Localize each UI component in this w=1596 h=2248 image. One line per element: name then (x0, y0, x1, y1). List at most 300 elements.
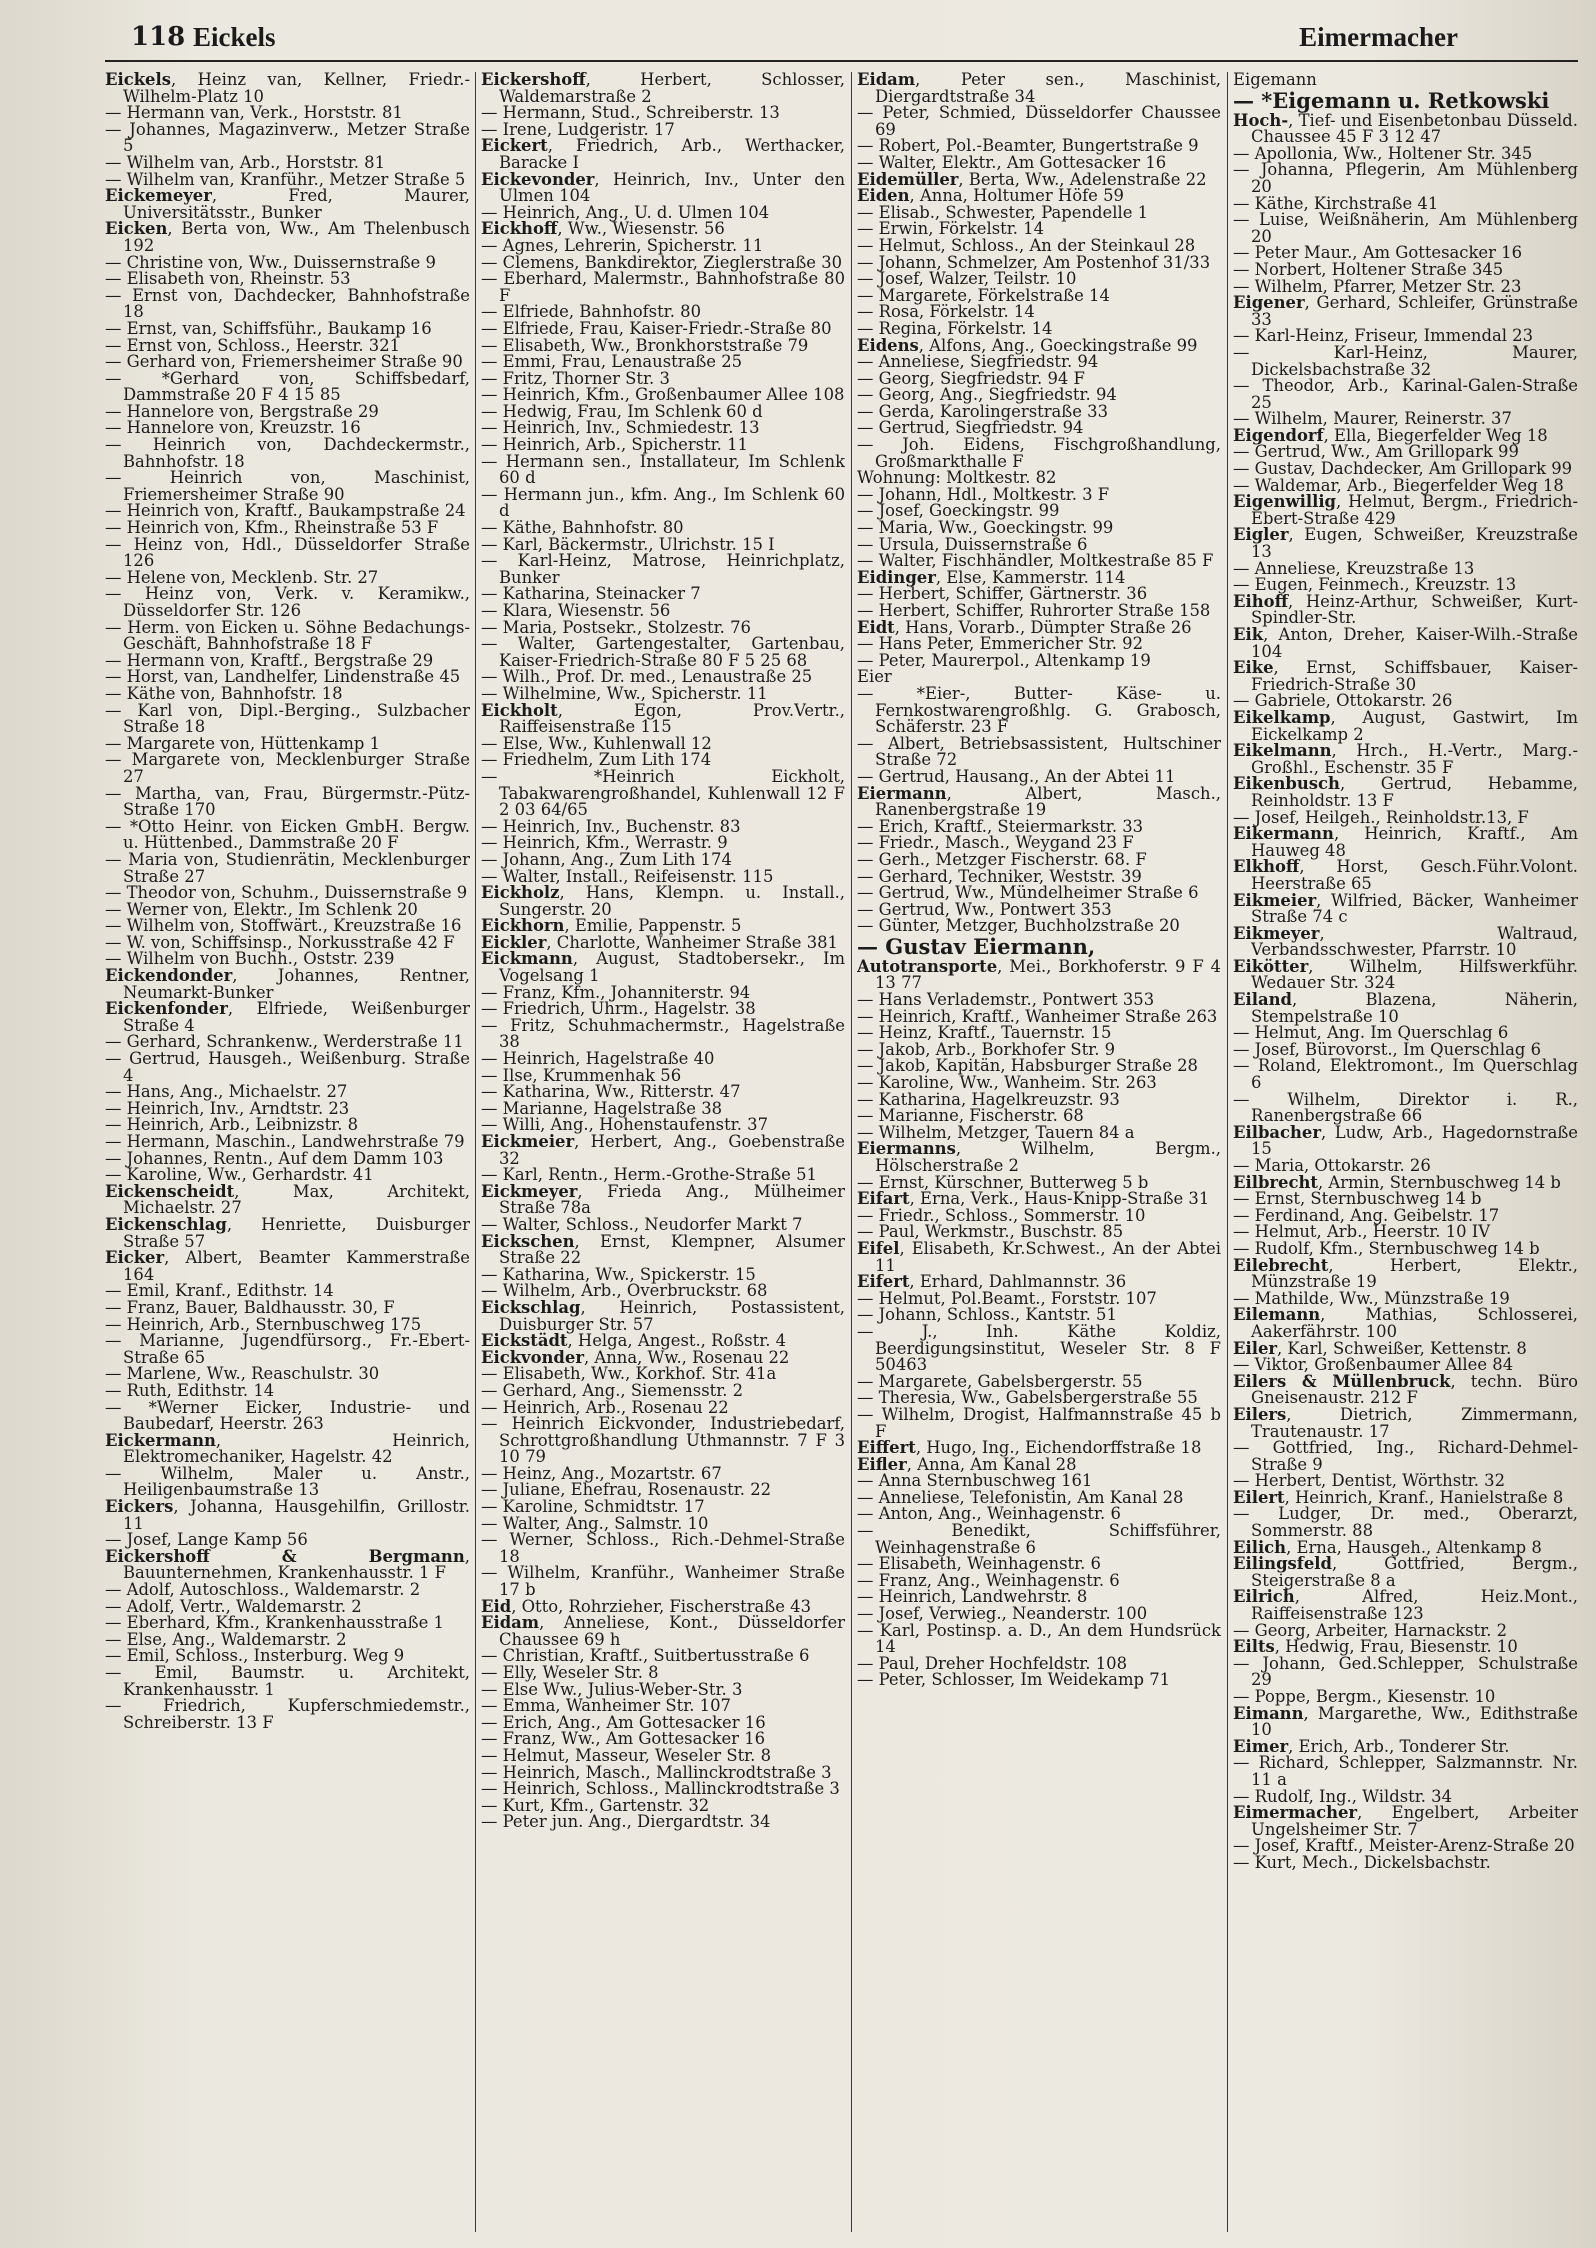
entry-headword: Eickschlag (481, 1297, 581, 1317)
directory-entry: — Walter, Elektr., Am Gottesacker 16 (857, 152, 1167, 172)
directory-entry: Eidinger, Else, Kammerstr. 114 (857, 567, 1126, 587)
directory-entry: — Agnes, Lehrerin, Spicherstr. 11 (481, 235, 764, 255)
page-number: 118 (131, 22, 186, 52)
directory-entry: — Ferdinand, Ang. Geibelstr. 17 (1233, 1205, 1500, 1225)
entry-headword: Eifel (857, 1238, 900, 1258)
directory-entry: — Karl, Postinsp. a. D., An dem Hundsrück 14 (857, 1620, 1221, 1657)
directory-entry: — Käthe von, Bahnhofstr. 18 (105, 683, 343, 703)
directory-entry: — Wilhelm, Kranführ., Wanheimer Straße 17 b (481, 1563, 845, 1600)
directory-entry: — Helmut, Ang. Im Querschlag 6 (1233, 1023, 1509, 1043)
directory-entry: Elkhoff, Horst, Gesch.Führ.Volont. Heerstraße 65 (1233, 857, 1578, 893)
directory-entry: — Hermann von, Kraftf., Bergstraße 29 (105, 650, 434, 670)
directory-entry: Eickert, Friedrich, Arb., Werthacker, Baracke I (481, 136, 845, 172)
directory-entry: — Elisabeth, Weinhagenstr. 6 (857, 1554, 1101, 1574)
directory-entry: — Johann, Hdl., Moltkestr. 3 F (857, 484, 1110, 504)
entry-headword: Eikermann (1233, 824, 1334, 844)
directory-entry: Eickermann, Heinrich, Elektromechaniker, Hagelstr. 42 (105, 1430, 470, 1467)
directory-entry: — Anneliese, Kreuzstraße 13 (1233, 558, 1475, 578)
directory-entry: Eickershoff, Herbert, Schlosser, Waldemarstraße 2 (481, 72, 845, 106)
directory-entry: — Regina, Förkelstr. 14 (857, 318, 1053, 338)
directory-entry: — Poppe, Bergm., Kiesenstr. 10 (1233, 1687, 1496, 1706)
directory-entry: — Heinrich, Kraftf., Wanheimer Straße 263 (857, 1006, 1218, 1026)
entry-headword: Autotransporte (857, 956, 998, 976)
directory-entry: — Ilse, Krummenhak 56 (481, 1065, 682, 1085)
directory-entry: — Gertrud, Ww., Am Grillopark 99 (1233, 442, 1519, 462)
entry-headword: Eilich (1233, 1537, 1287, 1557)
directory-entry: — Juliane, Ehefrau, Rosenaustr. 22 (481, 1480, 772, 1500)
directory-entry: — Roland, Elektromont., Im Querschlag 6 (1233, 1056, 1578, 1093)
directory-entry: — Albert, Betriebsassistent, Hultschiner Straße 72 (857, 733, 1221, 770)
directory-entry: Eickendonder, Johannes, Rentner, Neumarkt-Bunker (105, 966, 470, 1002)
entry-headword: Eickstädt (481, 1331, 568, 1351)
directory-entry: — Fritz, Schuhmachermstr., Hagelstraße 38 (481, 1015, 845, 1052)
entry-headword: Eickemeyer (105, 186, 212, 206)
directory-entry: Eickershoff & Bergmann, Bauunternehmen, Krankenhausstr. 1 F (105, 1546, 470, 1583)
directory-entry: — Werner, Schloss., Rich.-Dehmel-Straße 18 (481, 1530, 845, 1566)
directory-entry: — Maria, Ottokarstr. 26 (1233, 1156, 1431, 1175)
column-divider (1227, 72, 1228, 2232)
directory-entry: Eickmeyer, Frieda Ang., Mülheimer Straße 78a (481, 1181, 845, 1218)
entry-headword: Eikmeyer (1233, 923, 1320, 943)
directory-entry: — Hermann, Maschin., Landwehrstraße 79 (105, 1132, 465, 1151)
directory-entry: Eikelkamp, August, Gastwirt, Im Eickelkamp 2 (1233, 707, 1578, 744)
directory-entry: Eickevonder, Heinrich, Inv., Unter den Ulmen 104 (481, 169, 845, 206)
directory-entry: Eidam, Peter sen., Maschinist, Diergardtstraße 34 (857, 72, 1221, 106)
entry-headword: Eicker (105, 1248, 165, 1268)
directory-entry: Eilers, Dietrich, Zimmermann, Trautenaustr. 17 (1233, 1404, 1578, 1441)
directory-entry: Eickholt, Egon, Prov.Vertr., Raiffeisenstraße 115 (481, 700, 845, 737)
entry-headword: Eihoff (1233, 591, 1289, 611)
entry-headword: Eickmeier (481, 1132, 575, 1151)
directory-entry: Eiland, Blazena, Näherin, Stempelstraße 10 (1233, 990, 1578, 1026)
directory-entry: — Hans Peter, Emmericher Str. 92 (857, 634, 1144, 654)
directory-entry: — Walter, Ang., Salmstr. 10 (481, 1513, 709, 1533)
entry-headword: Eidt (857, 617, 895, 637)
directory-entry: — Wilhelm van, Arb., Horststr. 81 (105, 152, 386, 172)
entry-headword: Eicken (105, 219, 168, 239)
directory-entry: Eiffert, Hugo, Ing., Eichendorffstraße 18 (857, 1438, 1202, 1458)
directory-entry: — W. von, Schiffsinsp., Norkusstraße 42 F (105, 932, 455, 952)
directory-entry: — Hannelore von, Bergstraße 29 (105, 401, 379, 421)
directory-entry: Eilebrecht, Herbert, Elektr., Münzstraße 19 (1233, 1255, 1578, 1292)
directory-entry: Eifel, Elisabeth, Kr.Schwest., An der Abtei 11 (857, 1238, 1221, 1275)
directory-entry: — Klara, Wiesenstr. 56 (481, 601, 671, 620)
directory-entry: Eikelmann, Hrch., H.-Vertr., Marg.-Großhl., Eschenstr. 35 F (1233, 741, 1578, 777)
directory-entry: — Elfriede, Bahnhofstr. 80 (481, 302, 701, 322)
directory-entry: — Walter, Install., Reifeisenstr. 115 (481, 866, 774, 886)
directory-entry: — Erich, Kraftf., Steiermarkstr. 33 (857, 816, 1144, 836)
directory-entry: — Ernst, van, Schiffsführ., Baukamp 16 (105, 318, 432, 338)
directory-entry: — Heinrich, Inv., Arndtstr. 23 (105, 1098, 350, 1118)
directory-entry: — Franz, Ww., Am Gottesacker 16 (481, 1729, 766, 1749)
directory-entry: — Gerhard, Techniker, Weststr. 39 (857, 866, 1142, 886)
directory-entry: Eimer, Erich, Arb., Tonderer Str. (1233, 1736, 1510, 1756)
directory-entry: — Josef, Verwieg., Neanderstr. 100 (857, 1604, 1148, 1624)
entry-headword: Eickschen (481, 1231, 575, 1251)
directory-entry: — Heinrich, Schloss., Mallinckrodtstraße 3 (481, 1779, 840, 1799)
directory-entry: Eilbacher, Ludw, Arb., Hagedornstraße 15 (1233, 1122, 1578, 1159)
directory-entry: — Hans, Ang., Michaelstr. 27 (105, 1082, 348, 1102)
directory-entry: Eigendorf, Ella, Biegerfelder Weg 18 (1233, 425, 1548, 445)
directory-entry: — Theresia, Ww., Gabelsbergerstraße 55 (857, 1388, 1198, 1408)
directory-entry: Eickemeyer, Fred, Maurer, Universitätsstr., Bunker (105, 186, 470, 222)
directory-entry: — Jakob, Kapitän, Habsburger Straße 28 (857, 1056, 1198, 1076)
entry-headword: Eickholt (481, 700, 558, 720)
directory-entry: — Erwin, Förkelstr. 14 (857, 219, 1045, 239)
directory-entry: — Adolf, Vertr., Waldemarstr. 2 (105, 1596, 362, 1616)
directory-entry: — Heinrich, Hagelstraße 40 (481, 1049, 715, 1069)
directory-entry: — Clemens, Bankdirektor, Zieglerstraße 30 (481, 252, 843, 272)
directory-entry: — Walter, Schloss., Neudorfer Markt 7 (481, 1214, 803, 1234)
directory-entry: — Horst, van, Landhelfer, Lindenstraße 45 (105, 667, 461, 687)
directory-entry: — Hermann jun., kfm. Ang., Im Schlenk 60 d (481, 484, 845, 521)
directory-entry: — Heinrich von, Dachdeckermstr., Bahnhofstr. 18 (105, 435, 470, 471)
directory-entry: — Heinrich, Arb., Sternbuschweg 175 (105, 1314, 422, 1334)
directory-entry: — Wilhelm, Maurer, Reinerstr. 37 (1233, 409, 1512, 429)
entry-headword: Eilingsfeld (1233, 1554, 1332, 1574)
directory-entry: — *Eigemann u. Retkowski (1233, 87, 1550, 113)
directory-entry: — Heinrich Eickvonder, Industriebedarf, Schrottgroßhandlung Uthmannstr. 7 F 3 10 79 (481, 1414, 845, 1467)
entry-headword: Eikelkamp (1233, 707, 1331, 727)
directory-entry: — Viktor, Großenbaumer Allee 84 (1233, 1355, 1514, 1375)
directory-entry: — Karl, Bäckermstr., Ulrichstr. 15 I (481, 534, 775, 554)
directory-entry: Eickholz, Hans, Klempn. u. Install., Sungerstr. 20 (481, 883, 845, 919)
entry-headword: Eikenbusch (1233, 774, 1340, 794)
directory-entry: — Benedikt, Schiffsführer, Weinhagenstraße 6 (857, 1521, 1221, 1557)
directory-entry: — Josef, Goeckingstr. 99 (857, 501, 1060, 521)
entry-headword: Eilrich (1233, 1587, 1295, 1607)
directory-entry: — Friedr., Masch., Weygand 23 F (857, 833, 1134, 853)
directory-entry: — Heinrich von, Kfm., Rheinstraße 53 F (105, 518, 439, 538)
directory-entry: — *Heinrich Eickholt, Tabakwarengroßhandel, Kuhlenwall 12 F 2 03 64/65 (481, 766, 845, 820)
directory-entry: — Erich, Ang., Am Gottesacker 16 (481, 1712, 766, 1732)
directory-entry: Eilts, Hedwig, Frau, Biesenstr. 10 (1233, 1637, 1518, 1657)
entry-headword: Eickhoff (481, 219, 558, 239)
column-3 (857, 72, 1221, 2232)
directory-entry: Eik, Anton, Dreher, Kaiser-Wilh.-Straße 104 (1233, 625, 1578, 661)
directory-entry: Eimann, Margarethe, Ww., Edithstraße 10 (1233, 1703, 1578, 1740)
directory-entry: — Wilhelm von, Stoffwärt., Kreuzstraße 16 (105, 916, 462, 936)
entry-headword: Eiermanns (857, 1139, 956, 1159)
directory-entry: — Elisabeth, Ww., Bronkhorststraße 79 (481, 335, 809, 355)
directory-entry: — Georg, Siegfriedstr. 94 F (857, 368, 1085, 388)
entry-headword: Eimer (1233, 1736, 1289, 1756)
directory-entry: — *Eier-, Butter- Käse- u. Fernkostwarengroßhlg. G. Grabosch, Schäferstr. 23 F (857, 683, 1221, 737)
directory-entry: — Elisabeth, Ww., Korkhof. Str. 41a (481, 1364, 777, 1384)
directory-entry: Eickenscheidt, Max, Architekt, Michaelstr. 27 (105, 1181, 470, 1218)
column-divider (475, 72, 476, 2232)
directory-entry: Eilrich, Alfred, Heiz.Mont., Raiffeisenstraße 123 (1233, 1587, 1578, 1624)
directory-entry: — Katharina, Steinacker 7 (481, 584, 701, 604)
entry-headword: Eimann (1233, 1703, 1304, 1723)
entry-headword: Eifler (857, 1454, 907, 1474)
directory-entry: — Friedhelm, Zum Lith 174 (481, 750, 712, 770)
entry-headword: Eilers (1233, 1404, 1287, 1424)
directory-entry: Eickschen, Ernst, Klempner, Alsumer Straße 22 (481, 1231, 845, 1268)
directory-entry: — Heinz, Kraftf., Tauernstr. 15 (857, 1023, 1112, 1043)
directory-entry: — Margarete von, Hüttenkamp 1 (105, 733, 381, 753)
entry-headword: Eiland (1233, 990, 1292, 1010)
directory-entry: Eickmeier, Herbert, Ang., Goebenstraße 32 (481, 1132, 845, 1168)
entry-headword: Eik (1233, 625, 1264, 644)
directory-entry: — Waldemar, Arb., Biegerfelder Weg 18 (1233, 475, 1564, 495)
entry-headword: Eid (481, 1596, 512, 1616)
directory-entry: — Emil, Baumstr. u. Architekt, Krankenhausstr. 1 (105, 1663, 470, 1699)
page-header (105, 14, 1578, 62)
directory-entry: — Maria, Postsekr., Stolzestr. 76 (481, 617, 751, 637)
directory-entry: — Anneliese, Siegfriedstr. 94 (857, 352, 1099, 372)
directory-entry: — Wilhelm, Arb., Overbruckstr. 68 (481, 1281, 768, 1301)
directory-entry: — Ludger, Dr. med., Oberarzt, Sommerstr. 88 (1233, 1504, 1578, 1541)
directory-entry: — Anton, Ang., Weinhagenstr. 6 (857, 1504, 1121, 1524)
directory-entry: Eickers, Johanna, Hausgehilfin, Grillostr. 11 (105, 1497, 470, 1533)
directory-entry: — Hermann, Stud., Schreiberstr. 13 (481, 103, 780, 123)
directory-entry: Eilingsfeld, Gottfried, Bergm., Steigerstraße 8 a (1233, 1554, 1578, 1590)
directory-entry: — Friedrich, Uhrm., Hagelstr. 38 (481, 999, 756, 1019)
directory-entry: — Gerda, Karolingerstraße 33 (857, 401, 1109, 421)
directory-entry: — Else, Ang., Waldemarstr. 2 (105, 1629, 347, 1649)
directory-entry: — Gerhard, Schrankenw., Werderstraße 11 (105, 1032, 464, 1052)
directory-entry: — Joh. Eidens, Fischgroßhandlung, Großmarkthalle F (857, 435, 1221, 471)
directory-entry: — Helmut, Arb., Heerstr. 10 IV (1233, 1222, 1491, 1242)
entry-headword: Eilebrecht (1233, 1255, 1329, 1275)
directory-entry: — Elisabeth von, Rheinstr. 53 (105, 269, 351, 289)
directory-entry: — Georg, Ang., Siegfriedstr. 94 (857, 385, 1117, 405)
directory-entry: — Kurt, Mech., Dickelsbachstr. (1233, 1852, 1491, 1872)
directory-entry: — Johann, Schloss., Kantstr. 51 (857, 1305, 1117, 1325)
directory-entry: — Peter, Schmied, Düsseldorfer Chaussee 69 (857, 103, 1221, 139)
directory-entry: — Josef, Kraftf., Meister-Arenz-Straße 20 (1233, 1836, 1575, 1856)
directory-entry: — Gustav, Dachdecker, Am Grillopark 99 (1233, 459, 1573, 479)
directory-entry: — *Gerhard von, Schiffsbedarf, Dammstraße 20 F 4 15 85 (105, 368, 470, 405)
directory-entry: Eigler, Eugen, Schweißer, Kreuzstraße 13 (1233, 525, 1578, 562)
directory-entry: — Georg, Arbeiter, Harnackstr. 2 (1233, 1620, 1508, 1640)
column-2 (481, 72, 845, 2232)
directory-entry: — Eberhard, Malermstr., Bahnhofstraße 80 F (481, 269, 845, 305)
entry-headword: Eickenscheidt (105, 1181, 235, 1201)
directory-entry: — *Werner Eicker, Industrie- und Baubedarf, Heerstr. 263 (105, 1397, 470, 1434)
directory-entry: — Wilhelm, Metzger, Tauern 84 a (857, 1122, 1135, 1142)
entry-headword: Eidemüller (857, 169, 959, 189)
column-1 (105, 72, 470, 2232)
directory-entry: — Josef, Walzer, Teilstr. 10 (857, 269, 1077, 289)
directory-entry: Eigemann (1233, 72, 1317, 89)
entry-headword: Eilbacher (1233, 1122, 1321, 1142)
entry-headword: Eickler (481, 932, 547, 952)
directory-entry: — Helmut, Schloss., An der Steinkaul 28 (857, 235, 1196, 255)
entry-headword: Eickenschlag (105, 1214, 227, 1234)
directory-entry: — Wilhelm von Buchh., Oststr. 239 (105, 949, 395, 969)
directory-entry: — Friedr., Schloss., Sommerstr. 10 (857, 1205, 1146, 1225)
entry-headword: Eickhorn (481, 916, 565, 936)
directory-entry: Eickenschlag, Henriette, Duisburger Straße 57 (105, 1214, 470, 1251)
directory-entry: Eiden, Anna, Holtumer Höfe 59 (857, 186, 1124, 206)
directory-entry: Eickmann, August, Stadtobersekr., Im Vogelsang 1 (481, 949, 845, 986)
entry-headword: Eickholz (481, 883, 560, 903)
directory-entry: — Katharina, Ww., Ritterstr. 47 (481, 1082, 741, 1102)
entry-headword: Eigler (1233, 525, 1289, 545)
directory-entry: — Hermann sen., Installateur, Im Schlenk 60 d (481, 451, 845, 488)
directory-entry: — Norbert, Holtener Straße 345 (1233, 259, 1504, 279)
column-divider (851, 72, 852, 2232)
directory-entry: — Johanna, Pflegerin, Am Mühlenberg 20 (1233, 160, 1578, 196)
directory-entry: — Peter jun. Ang., Diergardtstr. 34 (481, 1812, 771, 1832)
directory-entry: — Heinz, Ang., Mozartstr. 67 (481, 1463, 722, 1483)
directory-entry: — Helmut, Pol.Beamt., Forststr. 107 (857, 1288, 1157, 1308)
directory-entry: — Karl von, Dipl.-Berging., Sulzbacher Straße 18 (105, 700, 470, 737)
directory-entry: — Karl-Heinz, Friseur, Immendal 23 (1233, 326, 1534, 346)
directory-entry: Eifart, Erna, Verk., Haus-Knipp-Straße 31 (857, 1189, 1210, 1209)
entry-headword: Eifart (857, 1189, 910, 1209)
directory-entry: Eickvonder, Anna, Ww., Rosenau 22 (481, 1347, 790, 1367)
directory-entry: Eilers & Müllenbruck, techn. Büro Gneisenaustr. 212 F (1233, 1371, 1578, 1408)
entry-headword: Eiler (1233, 1338, 1278, 1358)
directory-entry: — Christian, Kraftf., Suitbertusstraße 6 (481, 1646, 810, 1666)
entry-headword: Eickvonder (481, 1347, 584, 1367)
directory-entry: — Gertrud, Ww., Pontwert 353 (857, 899, 1112, 919)
entry-headword: Eike (1233, 658, 1274, 678)
entry-headword: Eifert (857, 1272, 910, 1292)
directory-entry: Eier (857, 667, 892, 687)
directory-entry: — Theodor von, Schuhm., Duissernstraße 9 (105, 883, 468, 903)
directory-entry: — Rudolf, Kfm., Sternbuschweg 14 b (1233, 1238, 1540, 1258)
directory-entry: Eikötter, Wilhelm, Hilfswerkführ. Wedauer Str. 324 (1233, 956, 1578, 993)
directory-entry: — Marianne, Jugendfürsorg., Fr.-Ebert-Straße 65 (105, 1331, 470, 1367)
directory-entry: — Johannes, Rentn., Auf dem Damm 103 (105, 1148, 444, 1168)
directory-entry: — Christine von, Ww., Duissernstraße 9 (105, 252, 436, 272)
directory-entry: Eikmeyer, Waltraud, Verbandsschwester, Pfarrstr. 10 (1233, 923, 1578, 960)
entry-headword: Eickert (481, 136, 548, 156)
directory-entry: — Ernst von, Dachdecker, Bahnhofstraße 18 (105, 285, 470, 322)
directory-entry: Eigenwillig, Helmut, Bergm., Friedrich-Ebert-Straße 429 (1233, 492, 1578, 528)
directory-entry: — Wilhelm, Direktor i. R., Ranenbergstraße 66 (1233, 1089, 1578, 1126)
directory-entry: — Rosa, Förkelstr. 14 (857, 302, 1035, 322)
directory-entry: — Karoline, Ww., Wanheim. Str. 263 (857, 1073, 1157, 1093)
directory-entry: — Gerhard, Ang., Siemensstr. 2 (481, 1380, 744, 1400)
directory-entry: — Heinrich, Arb., Rosenau 22 (481, 1397, 729, 1417)
directory-entry: — Walter, Gartengestalter, Gartenbau, Kaiser-Friedrich-Straße 80 F 5 25 68 (481, 634, 845, 670)
directory-entry: — Ruth, Edithstr. 14 (105, 1380, 275, 1400)
entry-headword: Eilemann (1233, 1305, 1321, 1325)
directory-entry: Eiler, Karl, Schweißer, Kettenstr. 8 (1233, 1338, 1527, 1358)
directory-entry: — Emmi, Frau, Lenaustraße 25 (481, 352, 743, 372)
directory-entry: — Helene von, Mecklenb. Str. 27 (105, 567, 379, 587)
directory-entry: Autotransporte, Mei., Borkhoferstr. 9 F 4 13 77 (857, 956, 1221, 993)
directory-entry: — Eugen, Feinmech., Kreuzstr. 13 (1233, 575, 1517, 595)
entry-headword: Eiffert (857, 1438, 916, 1458)
directory-entry: Eidt, Hans, Vorarb., Dümpter Straße 26 (857, 617, 1192, 637)
entry-headword: Eickevonder (481, 169, 595, 189)
directory-entry: — Elfriede, Frau, Kaiser-Friedr.-Straße 80 (481, 318, 832, 338)
directory-entry: — Gabriele, Ottokarstr. 26 (1233, 691, 1453, 711)
directory-entry: — *Otto Heinr. von Eicken GmbH. Bergw. u. Hüttenbed., Dammstraße 20 F (105, 816, 470, 853)
directory-entry: — Hans Verlademstr., Pontwert 353 (857, 990, 1155, 1010)
directory-entry: — Willi, Ang., Hohenstaufenstr. 37 (481, 1115, 768, 1135)
entry-headword: Eiermann (857, 783, 947, 803)
directory-entry: Eilemann, Mathias, Schlosserei, Aakerfährstr. 100 (1233, 1305, 1578, 1341)
directory-entry: — Karl-Heinz, Maurer, Dickelsbachstraße 32 (1233, 342, 1578, 379)
directory-entry: Eid, Otto, Rohrzieher, Fischerstraße 43 (481, 1596, 812, 1616)
entry-headword: Eilers & Müllenbruck (1233, 1371, 1451, 1391)
directory-entry: — Emil, Schloss., Insterburg. Weg 9 (105, 1646, 405, 1666)
directory-entry: — Heinrich, Arb., Spicherstr. 11 (481, 435, 748, 455)
left-running-head: Eickels (193, 22, 276, 52)
directory-entry: — Gertrud, Siegfriedstr. 94 (857, 418, 1084, 438)
directory-entry: Eilbrecht, Armin, Sternbuschweg 14 b (1233, 1172, 1561, 1192)
directory-entry: — Heinrich, Inv., Buchenstr. 83 (481, 816, 741, 836)
directory-entry: — Wilhelm, Drogist, Halfmannstraße 45 b F (857, 1404, 1221, 1441)
directory-entry: Eikermann, Heinrich, Kraftf., Am Hauweg 48 (1233, 824, 1578, 860)
directory-entry: — Paul, Werkmstr., Buschstr. 85 (857, 1222, 1124, 1242)
directory-entry: Eilert, Heinrich, Kranf., Hanielstraße 8 (1233, 1487, 1564, 1507)
directory-entry: Eicker, Albert, Beamter Kammerstraße 164 (105, 1248, 470, 1284)
directory-entry: — Irene, Ludgeristr. 17 (481, 119, 675, 139)
entry-headword: Eiden (857, 186, 910, 206)
entry-headword: Eidam (857, 72, 916, 89)
entry-headword: Eickershoff (481, 72, 586, 89)
directory-entry: — Heinrich, Kfm., Großenbaumer Allee 108 (481, 385, 845, 405)
directory-entry: — Heinrich, Ang., U. d. Ulmen 104 (481, 202, 770, 222)
directory-entry: Hoch-, Tief- und Eisenbetonbau Düsseld. Chaussee 45 F 3 12 47 (1233, 110, 1578, 147)
directory-entry: — Kurt, Kfm., Gartenstr. 32 (481, 1795, 710, 1815)
directory-entry: — Johannes, Magazinverw., Metzer Straße 5 (105, 119, 470, 156)
directory-entry: Eicken, Berta von, Ww., Am Thelenbusch 192 (105, 219, 470, 255)
directory-entry: — Gerhard von, Friemersheimer Straße 90 (105, 352, 463, 372)
directory-entry: — Heinrich von, Maschinist, Friemersheimer Straße 90 (105, 468, 470, 504)
directory-entry: — Josef, Bürovorst., Im Querschlag 6 (1233, 1039, 1541, 1059)
directory-entry: — Maria, Ww., Goeckingstr. 99 (857, 518, 1114, 538)
directory-entry: Eickels, Heinz van, Kellner, Friedr.-Wilhelm-Platz 10 (105, 72, 470, 106)
directory-entry: — Heinz von, Verk. v. Keramikw., Düsseldorfer Str. 126 (105, 584, 470, 620)
entry-headword: Eikelmann (1233, 741, 1332, 761)
entry-headword: Eikmeier (1233, 890, 1317, 910)
directory-entry: — Theodor, Arb., Karinal-Galen-Straße 25 (1233, 376, 1578, 412)
directory-entry: — Franz, Ang., Weinhagenstr. 6 (857, 1570, 1120, 1590)
entry-headword: Eilert (1233, 1487, 1285, 1507)
directory-entry: — Herm. von Eicken u. Söhne Bedachungs-Geschäft, Bahnhofstraße 18 F (105, 617, 470, 654)
directory-entry: — Günter, Metzger, Buchholzstraße 20 (857, 916, 1180, 936)
directory-entry: Eike, Ernst, Schiffsbauer, Kaiser-Friedrich-Straße 30 (1233, 658, 1578, 694)
directory-entry: — Heinrich, Inv., Schmiedestr. 13 (481, 418, 760, 438)
directory-entry: — Käthe, Bahnhofstr. 80 (481, 518, 684, 538)
directory-entry: Eidemüller, Berta, Ww., Adelenstraße 22 (857, 169, 1207, 189)
directory-entry: — Fritz, Thorner Str. 3 (481, 368, 670, 388)
directory-entry: — Gertrud, Hausang., An der Abtei 11 (857, 766, 1176, 786)
directory-entry: Eihoff, Heinz-Arthur, Schweißer, Kurt-Spindler-Str. (1233, 591, 1578, 628)
directory-entry: — Else Ww., Julius-Weber-Str. 3 (481, 1679, 743, 1699)
column-4 (1233, 72, 1578, 2232)
entry-headword: Eickenfonder (105, 999, 228, 1019)
directory-entry: — Margarete, Gabelsbergerstr. 55 (857, 1371, 1143, 1391)
directory-entry: — Paul, Dreher Hochfeldstr. 108 (857, 1653, 1127, 1673)
directory-entry: — Maria von, Studienrätin, Mecklenburger Straße 27 (105, 849, 470, 886)
directory-entry: Eikmeier, Wilfried, Bäcker, Wanheimer Straße 74 c (1233, 890, 1578, 927)
entry-headword: Eikötter (1233, 956, 1309, 976)
directory-entry: — Marlene, Ww., Reaschulstr. 30 (105, 1364, 380, 1384)
directory-entry: — Gertrud, Ww., Mündelheimer Straße 6 (857, 883, 1199, 903)
directory-entry: — Franz, Kfm., Johanniterstr. 94 (481, 982, 751, 1002)
directory-entry: — Josef, Lange Kamp 56 (105, 1530, 308, 1550)
directory-entry: — Peter, Schlosser, Im Weidekamp 71 (857, 1670, 1171, 1690)
directory-entry: Eilich, Erna, Hausgeh., Altenkamp 8 (1233, 1537, 1542, 1557)
directory-entry: — Karl, Rentn., Herm.-Grothe-Straße 51 (481, 1165, 817, 1185)
directory-entry: Eickschlag, Heinrich, Postassistent, Duisburger Str. 57 (481, 1297, 845, 1334)
directory-entry: — Martha, van, Frau, Bürgermstr.-Pütz-Straße 170 (105, 783, 470, 820)
columns (105, 72, 1578, 2232)
directory-entry: — Apollonia, Ww., Holtener Str. 345 (1233, 143, 1533, 163)
directory-entry: — Heinrich, Arb., Leibnizstr. 8 (105, 1115, 359, 1135)
directory-entry: — Herbert, Dentist, Wörthstr. 32 (1233, 1471, 1505, 1491)
